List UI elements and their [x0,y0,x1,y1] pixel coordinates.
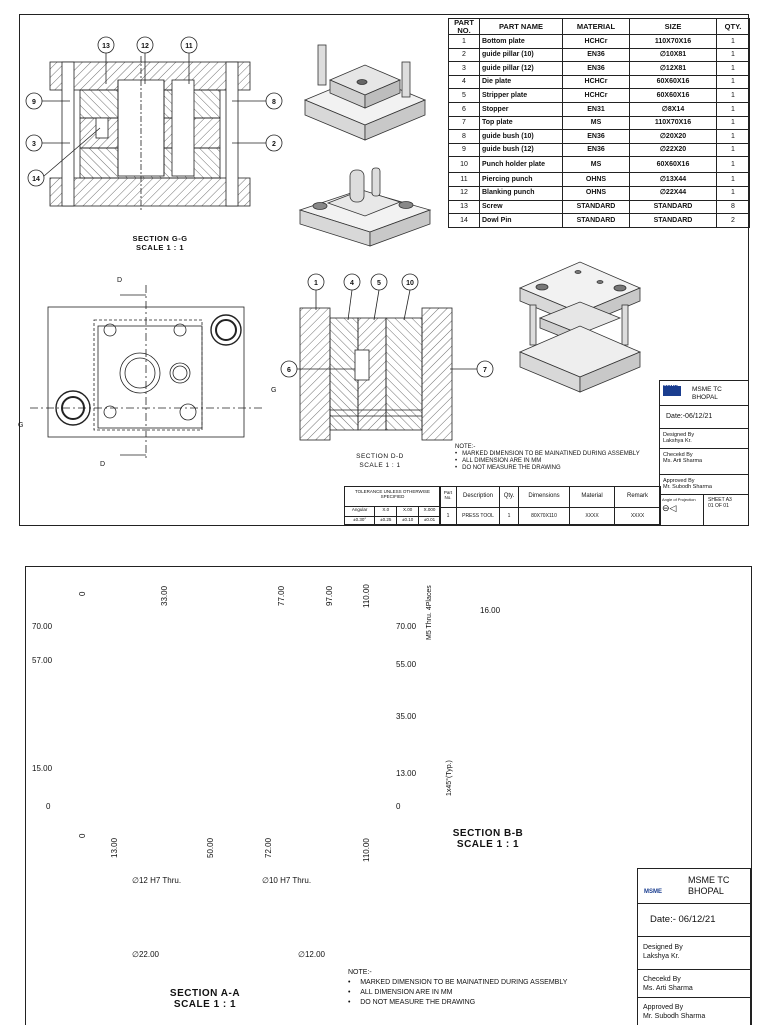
tb1-checked-cell [660,449,748,475]
bom-row [449,62,750,76]
bom-row [449,200,750,214]
tb1-approved-label: Approved By [663,478,695,484]
tb1-checked-name: Ms. Arti Sharma [663,458,703,464]
bom-cell-part-no: 11 [449,173,480,187]
bom-cell-material: MS [563,157,630,173]
bom-cell-qty: 8 [717,200,750,214]
isometric-view-top [305,45,425,140]
bom-cell-part-no: 8 [449,130,480,144]
bom-row [449,143,750,157]
tb2-designed-cell [638,937,750,970]
tb1-designed-cell [660,429,748,449]
bom-cell-part-no: 6 [449,102,480,116]
parts-v-0: 1 [440,508,457,524]
dim-right-2: 35.00 [396,712,417,721]
dim-top-4: 110.00 [362,584,371,608]
bom-cell-qty: 1 [717,157,750,173]
dim-left-3: 0 [46,802,51,811]
bom-row [449,116,750,130]
chamfer-callout: 1x45°(Typ.) [446,760,453,796]
msme-logo: MSME [663,385,678,391]
dim-right-0: 70.00 [396,622,417,631]
parts-v-2: 1 [500,508,519,524]
dim-left-2: 15.00 [32,764,53,773]
bom-body [449,35,750,228]
section-dd-name: SECTION D-D [356,453,404,460]
tb1-bottom-row [660,495,748,525]
dim-top-1: 33.00 [160,585,169,606]
bom-cell-size: 60X60X16 [630,157,717,173]
tolerance-block [344,486,441,525]
tb1-approved-cell [660,475,748,495]
bom-cell-part-no: 13 [449,200,480,214]
balloon-number: 14 [32,176,40,183]
tb1-org-cell [660,381,748,406]
bom-row [449,157,750,173]
bom-cell-qty: 1 [717,130,750,144]
bom-row [449,186,750,200]
parts-table [439,486,661,525]
notes-title: NOTE:- [455,444,476,450]
balloon-number: 7 [483,367,487,374]
bom-cell-part-no: 10 [449,157,480,173]
note-2: • ALL DIMENSION ARE IN MM [455,458,542,464]
tb1-sheet: SHEET A3 [708,497,732,503]
tol-h-3: X.000 [423,507,436,512]
tb2-checked-name: Ms. Arti Sharma [643,985,693,992]
bom-cell-qty: 1 [717,186,750,200]
parts-v-4: XXXX [570,508,615,524]
tb1-projection-cell [660,495,704,525]
parts-table-row [440,508,660,524]
tb2-date: Date:- 06/12/21 [638,904,750,937]
section-gg-view [50,56,250,210]
bom-cell-part-no: 1 [449,35,480,49]
bom-cell-material: STANDARD [563,214,630,228]
bom-cell-qty: 1 [717,89,750,103]
parts-h-5: Remark [626,493,648,499]
balloon-number: 13 [102,43,110,50]
bom-cell-qty: 1 [717,75,750,89]
projection-symbol-icon: ⊖◁ [662,503,677,513]
dim-bottom-3: 72.00 [264,837,273,858]
section-aa-title [160,988,250,1010]
title-block-sheet1 [659,380,749,526]
bill-of-materials-table [448,18,750,228]
bom-cell-part-no: 12 [449,186,480,200]
bom-cell-material: EN36 [563,130,630,144]
hole-label-10h7: ∅10 H7 Thru. [262,876,312,885]
bom-cell-part-name: Piercing punch [480,173,563,187]
bom-cell-qty: 1 [717,35,750,49]
balloon-number: 5 [377,280,381,287]
balloon-number: 12 [141,43,149,50]
dim-right-4: 0 [396,802,401,811]
bom-cell-qty: 1 [717,143,750,157]
dim-right-1: 55.00 [396,660,417,669]
bom-cell-part-name: Bottom plate [480,35,563,49]
bom-cell-qty: 1 [717,62,750,76]
bom-cell-material: HCHCr [563,75,630,89]
tol-v-0: ±0.30° [345,517,375,526]
bom-cell-material: HCHCr [563,35,630,49]
balloon-number: 10 [406,280,414,287]
bom-cell-part-no: 7 [449,116,480,130]
tb1-projection: Angle of Projection [662,497,696,502]
bom-cell-part-name: Dowl Pin [480,214,563,228]
balloon-number: 2 [272,141,276,148]
bom-cell-size: STANDARD [630,200,717,214]
bom-header-material: MATERIAL [563,19,630,35]
note2-2-text: ALL DIMENSION ARE IN MM [360,989,453,996]
bom-cell-material: OHNS [563,186,630,200]
tb1-designed-label: Designed By [663,432,695,438]
tolerance-value-row [345,517,440,526]
tb2-org: MSME TC BHOPAL [688,875,730,896]
bom-row [449,102,750,116]
note2-3: • DO NOT MEASURE THE DRAWING [348,999,476,1006]
dim-left-1: 57.00 [32,656,53,665]
bom-row [449,130,750,144]
bom-row [449,214,750,228]
bom-cell-part-name: Die plate [480,75,563,89]
parts-table-header-row [440,487,660,508]
tolerance-header-row [345,507,440,517]
tb1-org: MSME TC BHOPAL [692,386,722,401]
balloon-number: 1 [314,280,318,287]
tb2-approved-cell [638,998,750,1026]
bom-cell-size: ∅10X81 [630,48,717,62]
section-bb-width: 16.00 [480,606,501,615]
tolerance-title: TOLERANCE UNLESS OTHERWISE SPECIFIED [345,487,440,507]
bom-cell-qty: 1 [717,173,750,187]
bom-cell-part-no: 9 [449,143,480,157]
section-gg-scale: SCALE 1 : 1 [135,243,184,252]
isometric-view-assembly [520,262,640,392]
bom-cell-part-name: Punch holder plate [480,157,563,173]
balloon-number: 8 [272,99,276,106]
bom-cell-size: 60X60X16 [630,89,717,103]
bom-cell-size: STANDARD [630,214,717,228]
bom-row [449,89,750,103]
tol-h-0: Angular [345,507,375,516]
balloon-number: 9 [32,99,36,106]
isometric-view-bottom [300,168,430,246]
bom-row [449,75,750,89]
dim-top-0: 0 [78,591,87,596]
parts-h-3: Dimensions [519,487,570,507]
bom-cell-part-no: 14 [449,214,480,228]
section-bb-title [448,828,528,850]
tb1-checked-label: Checekd By [663,452,693,458]
notes-sheet1 [455,444,665,472]
bom-cell-size: 110X70X16 [630,35,717,49]
bom-cell-part-no: 3 [449,62,480,76]
tb1-sheet-of: 01 OF 01 [708,503,729,509]
section-dd-scale: SCALE 1 : 1 [359,462,401,469]
bom-cell-material: EN36 [563,62,630,76]
parts-h-4: Material [570,487,615,507]
bom-cell-part-name: Blanking punch [480,186,563,200]
parts-v-5: XXXX [630,513,645,519]
section-aa-name: SECTION A-A [169,988,241,999]
tb1-date: Date:-06/12/21 [660,406,748,429]
bom-cell-material: EN36 [563,48,630,62]
m5-thread-callout: M5 Thru. 4Places [426,585,433,640]
bom-cell-part-name: Screw [480,200,563,214]
parts-h-0: Part No. [440,487,457,507]
bom-cell-size: ∅12X81 [630,62,717,76]
section-gg-name: SECTION G-G [132,234,188,243]
dim-bottom-1: 13.00 [110,837,119,858]
bom-header-row [449,19,750,35]
cut-plane-letter: D [100,461,106,468]
parts-h-2: Qty. [500,487,519,507]
bom-cell-part-name: Top plate [480,116,563,130]
bom-cell-material: STANDARD [563,200,630,214]
bom-cell-material: EN31 [563,102,630,116]
bom-cell-qty: 1 [717,116,750,130]
tol-v-3: ±0.01 [423,517,436,522]
tol-v-1: ±0.25 [375,517,397,526]
bom-cell-part-name: guide bush (10) [480,130,563,144]
note-1: • MARKED DIMENSION TO BE MAINATINED DURING ASSEMBLY [455,451,640,457]
bom-cell-material: OHNS [563,173,630,187]
section-dd-view [300,308,452,440]
bom-cell-qty: 1 [717,48,750,62]
bom-row [449,48,750,62]
tb2-checked-label: Checekd By [643,976,681,983]
tb2-approved-name: Mr. Subodh Sharma [643,1013,706,1020]
bom-cell-size: ∅22X20 [630,143,717,157]
note2-2: • ALL DIMENSION ARE IN MM [348,989,453,996]
dim-top-3: 97.00 [325,585,334,606]
hole-label-12h7: ∅12 H7 Thru. [132,876,182,885]
parts-v-3: 80X70X110 [519,508,570,524]
bom-header-part-name: PART NAME [480,19,563,35]
tol-h-2: X.00 [397,507,419,516]
tb1-approved-name: Mr. Subodh Sharma [663,484,712,490]
note2-3-text: DO NOT MEASURE THE DRAWING [360,999,476,1006]
note-2-text: ALL DIMENSION ARE IN MM [462,458,542,464]
bom-cell-part-no: 5 [449,89,480,103]
bom-cell-size: 110X70X16 [630,116,717,130]
bom-cell-size: ∅8X14 [630,102,717,116]
bom-cell-size: ∅22X44 [630,186,717,200]
note-1-text: MARKED DIMENSION TO BE MAINATINED DURING ASSEMBLY [462,451,640,457]
balloon-number: 4 [350,280,354,287]
section-bb-name: SECTION B-B [452,828,524,839]
tb2-approved-label: Approved By [643,1004,684,1011]
tb1-sheet-cell [704,495,748,525]
bom-cell-material: HCHCr [563,89,630,103]
bom-cell-part-name: guide bush (12) [480,143,563,157]
balloon-number: 6 [287,367,291,374]
msme-logo-2: MSME [644,889,662,895]
balloon-number: 11 [185,43,193,50]
bom-row [449,173,750,187]
section-dd-title [340,452,420,470]
notes2-title: NOTE:- [348,969,372,976]
bom-cell-part-name: guide pillar (12) [480,62,563,76]
dim-bottom-0: 0 [78,833,87,838]
bom-header-size: SIZE [630,19,717,35]
top-view [30,285,262,460]
bom-cell-qty: 1 [717,102,750,116]
bom-cell-part-name: guide pillar (10) [480,48,563,62]
note2-1: • MARKED DIMENSION TO BE MAINATINED DURING ASSEMBLY [348,979,568,986]
cut-plane-letter: D [117,277,123,284]
bom-header-part-no: PART NO. [449,19,480,35]
hole-label-22: ∅22.00 [132,950,159,959]
hole-label-12: ∅12.00 [298,950,325,959]
dim-right-3: 13.00 [396,769,417,778]
notes-sheet2 [348,968,638,1008]
bom-cell-material: EN36 [563,143,630,157]
tb1-designed-name: Lakshya Kr. [663,438,692,444]
cut-plane-letter: G [18,422,24,429]
bom-header-qty: QTY. [717,19,750,35]
dim-bottom-4: 110.00 [362,838,371,862]
bom-row [449,35,750,49]
bom-cell-part-no: 4 [449,75,480,89]
bom-cell-part-name: Stopper [480,102,563,116]
parts-h-1: Description [457,487,500,507]
tb2-checked-cell [638,970,750,998]
bom-cell-part-name: Stripper plate [480,89,563,103]
bom-cell-part-no: 2 [449,48,480,62]
dim-top-2: 77.00 [277,585,286,606]
parts-v-1: PRESS TOOL [457,508,500,524]
tb2-designed-label: Designed By [643,944,683,951]
tb2-org-cell [638,869,750,904]
tol-v-2: ±0.10 [397,517,419,526]
note-3: • DO NOT MEASURE THE DRAWING [455,465,561,471]
dim-left-0: 70.00 [32,622,53,631]
section-bb-scale: SCALE 1 : 1 [456,839,520,850]
note2-1-text: MARKED DIMENSION TO BE MAINATINED DURING ASSEMBLY [360,979,568,986]
tol-h-1: X.0 [375,507,397,516]
bom-cell-material: MS [563,116,630,130]
note-3-text: DO NOT MEASURE THE DRAWING [462,465,561,471]
balloon-number: 3 [32,141,36,148]
section-aa-scale: SCALE 1 : 1 [173,999,237,1010]
bom-cell-size: 60X60X16 [630,75,717,89]
bom-cell-size: ∅13X44 [630,173,717,187]
dim-bottom-2: 50.00 [206,837,215,858]
title-block-sheet2 [637,868,751,1025]
cut-plane-letter: G [271,387,277,394]
section-gg-title [110,234,210,252]
bom-cell-qty: 2 [717,214,750,228]
tb2-designed-name: Lakshya Kr. [643,953,680,960]
cut-plane-letters-sheet1 [18,277,276,468]
bom-cell-size: ∅20X20 [630,130,717,144]
